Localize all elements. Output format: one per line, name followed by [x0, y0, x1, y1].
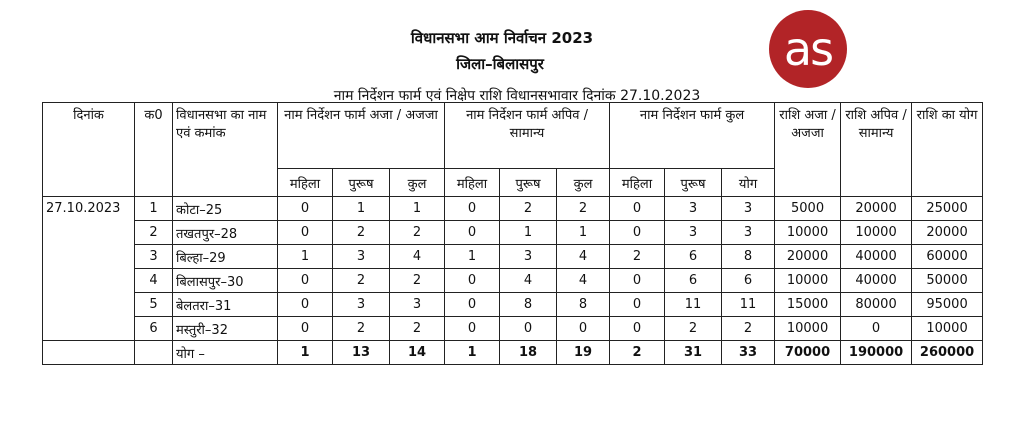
cell-sn: 6	[135, 317, 173, 341]
cell-c-m: 3	[665, 221, 722, 245]
cell-name: बिल्हा–29	[173, 245, 278, 269]
cell-a-f: 0	[278, 197, 333, 221]
cell-a-m: 2	[333, 221, 390, 245]
cell-a-t: 3	[390, 293, 445, 317]
cell-b-m: 8	[500, 293, 557, 317]
col-amount-obc-gen: राशि अपिव / सामान्य	[841, 103, 912, 197]
cell-r2: 0	[841, 317, 912, 341]
cell-date	[43, 293, 135, 317]
subcol-female: महिला	[445, 169, 500, 197]
table-row	[43, 197, 983, 221]
cell-c-m: 6	[665, 269, 722, 293]
cell-a-m: 2	[333, 317, 390, 341]
cell-date	[43, 221, 135, 245]
cell-date	[43, 317, 135, 341]
subcol-male: पुरूष	[500, 169, 557, 197]
cell-c-f: 0	[610, 197, 665, 221]
cell-b-t: 2	[557, 197, 610, 221]
cell-b-f: 0	[445, 317, 500, 341]
cell-b-t: 4	[557, 269, 610, 293]
district-title: जिला–बिलासपुर	[456, 55, 544, 73]
cell-b-t: 4	[557, 245, 610, 269]
cell-c-t: 6	[722, 269, 775, 293]
table-row	[43, 293, 983, 317]
brand-logo	[769, 10, 847, 88]
nomination-table	[42, 102, 983, 365]
cell-b-m: 1	[500, 221, 557, 245]
col-amount-total: राशि का योग	[912, 103, 983, 197]
col-group-total: नाम निर्देशन फार्म कुल	[610, 103, 775, 169]
cell-name: कोटा–25	[173, 197, 278, 221]
cell-a-f: 1	[278, 245, 333, 269]
cell-b-f: 1	[445, 245, 500, 269]
total-cell: 14	[390, 341, 445, 365]
cell-c-t: 11	[722, 293, 775, 317]
table-row	[43, 221, 983, 245]
document-title: विधानसभा आम निर्वाचन 2023	[410, 29, 594, 47]
cell-a-t: 2	[390, 269, 445, 293]
total-date-cell	[43, 341, 135, 365]
cell-date	[43, 269, 135, 293]
total-cell: 260000	[912, 341, 983, 365]
cell-r2: 40000	[841, 245, 912, 269]
cell-c-t: 3	[722, 221, 775, 245]
subcol-female: महिला	[278, 169, 333, 197]
cell-sn: 3	[135, 245, 173, 269]
cell-r3: 20000	[912, 221, 983, 245]
header-row-1	[43, 103, 983, 169]
cell-c-m: 11	[665, 293, 722, 317]
cell-r1: 10000	[775, 269, 841, 293]
cell-sn: 1	[135, 197, 173, 221]
total-cell: 31	[665, 341, 722, 365]
cell-r2: 40000	[841, 269, 912, 293]
cell-r3: 50000	[912, 269, 983, 293]
cell-c-f: 0	[610, 221, 665, 245]
cell-c-m: 6	[665, 245, 722, 269]
subcol-total: कुल	[390, 169, 445, 197]
subcol-male: पुरूष	[333, 169, 390, 197]
cell-r1: 10000	[775, 221, 841, 245]
cell-b-m: 4	[500, 269, 557, 293]
cell-a-t: 1	[390, 197, 445, 221]
cell-b-t: 8	[557, 293, 610, 317]
cell-a-t: 2	[390, 221, 445, 245]
total-cell: 70000	[775, 341, 841, 365]
total-cell: 19	[557, 341, 610, 365]
cell-r3: 25000	[912, 197, 983, 221]
cell-r1: 10000	[775, 317, 841, 341]
total-row	[43, 341, 983, 365]
col-amount-sc-st: राशि अजा / अजजा	[775, 103, 841, 197]
cell-name: बेलतरा–31	[173, 293, 278, 317]
cell-c-f: 0	[610, 317, 665, 341]
cell-a-f: 0	[278, 221, 333, 245]
cell-a-m: 3	[333, 245, 390, 269]
total-cell: 18	[500, 341, 557, 365]
subcol-male: पुरूष	[665, 169, 722, 197]
cell-date: 27.10.2023	[43, 197, 135, 221]
cell-c-m: 2	[665, 317, 722, 341]
cell-name: बिलासपुर–30	[173, 269, 278, 293]
cell-b-t: 1	[557, 221, 610, 245]
cell-c-f: 0	[610, 269, 665, 293]
cell-b-f: 0	[445, 197, 500, 221]
table-row	[43, 269, 983, 293]
total-cell: 33	[722, 341, 775, 365]
cell-a-m: 2	[333, 269, 390, 293]
col-date: दिनांक	[43, 103, 135, 197]
total-cell: 1	[278, 341, 333, 365]
col-group-obc-gen: नाम निर्देशन फार्म अपिव / सामान्य	[445, 103, 610, 169]
cell-r1: 20000	[775, 245, 841, 269]
cell-c-m: 3	[665, 197, 722, 221]
cell-a-f: 0	[278, 317, 333, 341]
cell-sn: 2	[135, 221, 173, 245]
cell-r1: 15000	[775, 293, 841, 317]
col-assembly: विधानसभा का नाम एवं कमांक	[173, 103, 278, 197]
cell-a-m: 1	[333, 197, 390, 221]
subcol-sum: योग	[722, 169, 775, 197]
total-sn-cell	[135, 341, 173, 365]
cell-b-m: 0	[500, 317, 557, 341]
table-row	[43, 317, 983, 341]
cell-date	[43, 245, 135, 269]
cell-a-f: 0	[278, 293, 333, 317]
cell-b-f: 0	[445, 269, 500, 293]
subcol-total: कुल	[557, 169, 610, 197]
cell-b-f: 0	[445, 293, 500, 317]
total-cell: 13	[333, 341, 390, 365]
total-cell: 1	[445, 341, 500, 365]
report-subtitle: नाम निर्देशन फार्म एवं निक्षेप राशि विधानसभावार दिनांक 27.10.2023	[333, 88, 701, 104]
cell-b-m: 2	[500, 197, 557, 221]
logo-text: as	[783, 22, 833, 76]
cell-sn: 5	[135, 293, 173, 317]
subcol-female: महिला	[610, 169, 665, 197]
cell-a-f: 0	[278, 269, 333, 293]
cell-r3: 60000	[912, 245, 983, 269]
cell-c-f: 2	[610, 245, 665, 269]
cell-sn: 4	[135, 269, 173, 293]
total-cell: 2	[610, 341, 665, 365]
cell-r3: 95000	[912, 293, 983, 317]
cell-b-f: 0	[445, 221, 500, 245]
cell-r2: 10000	[841, 221, 912, 245]
cell-c-t: 8	[722, 245, 775, 269]
cell-name: तखतपुर–28	[173, 221, 278, 245]
cell-a-t: 4	[390, 245, 445, 269]
cell-r2: 20000	[841, 197, 912, 221]
table-row	[43, 245, 983, 269]
cell-c-f: 0	[610, 293, 665, 317]
total-label: योग –	[173, 341, 278, 365]
col-group-sc-st: नाम निर्देशन फार्म अजा / अजजा	[278, 103, 445, 169]
cell-a-m: 3	[333, 293, 390, 317]
col-sn: क0	[135, 103, 173, 197]
cell-b-m: 3	[500, 245, 557, 269]
cell-c-t: 3	[722, 197, 775, 221]
cell-a-t: 2	[390, 317, 445, 341]
cell-r2: 80000	[841, 293, 912, 317]
total-cell: 190000	[841, 341, 912, 365]
cell-r1: 5000	[775, 197, 841, 221]
cell-name: मस्तुरी–32	[173, 317, 278, 341]
cell-r3: 10000	[912, 317, 983, 341]
cell-c-t: 2	[722, 317, 775, 341]
cell-b-t: 0	[557, 317, 610, 341]
